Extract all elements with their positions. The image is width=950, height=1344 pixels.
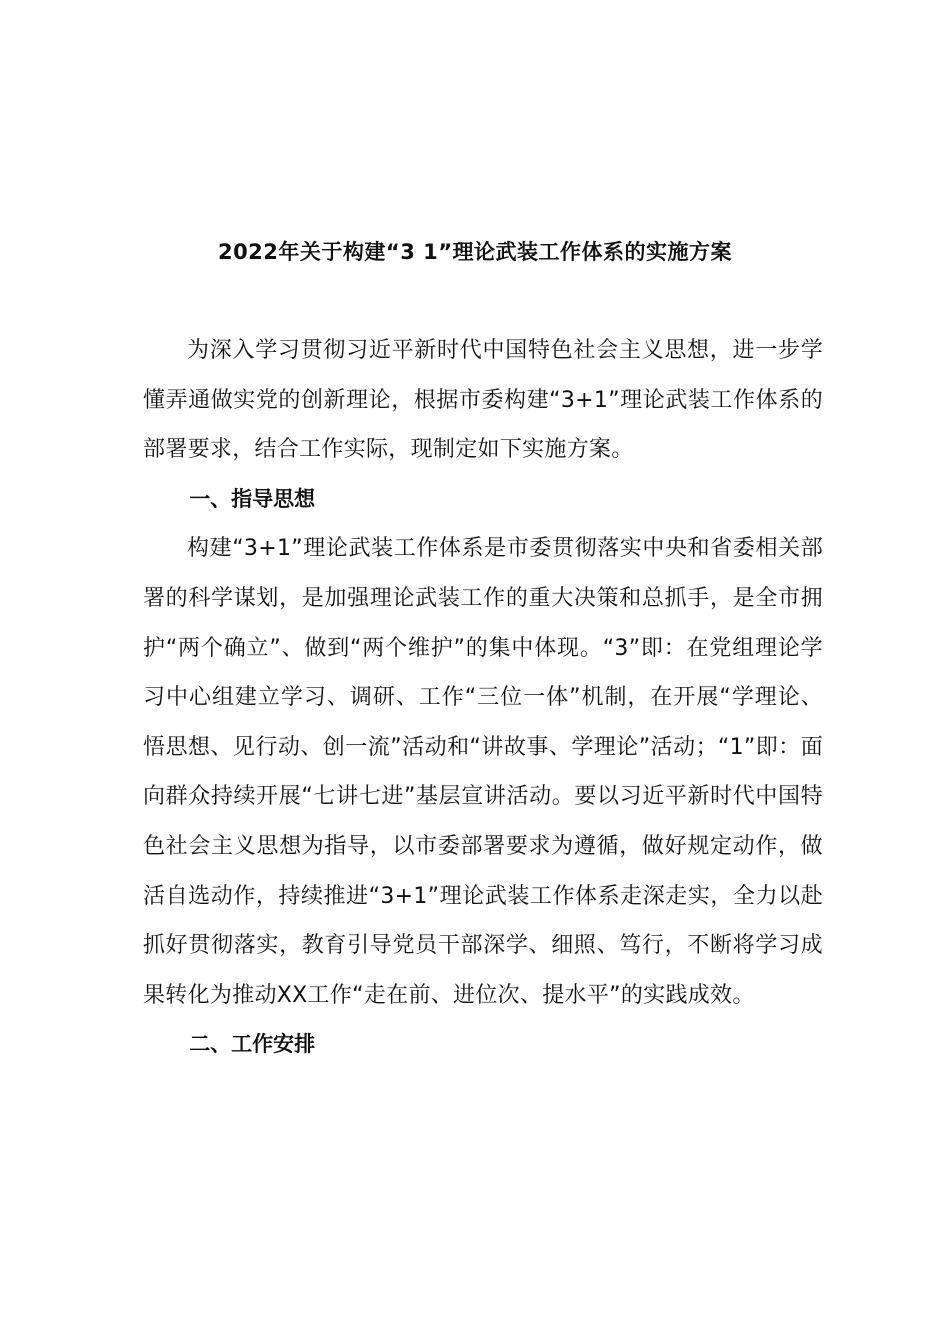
intro-paragraph: 为深入学习贯彻习近平新时代中国特色社会主义思想，进一步学懂弄通做实党的创新理论，根据市委构建“3+1”理论武装工作体系的部署要求，结合工作实际，现制定如下实施方案。	[143, 338, 823, 463]
guiding-ideology-paragraph: 构建“3+1”理论武装工作体系是市委贯彻落实中央和省委相关部署的科学谋划，是加强理论武装工作的重大决策和总抓手，是全市拥护“两个确立”、做到“两个维护”的集中体现。“3”即：在党组理论学习中心组建立学习、调研、工作“三位一体”机制，在开展“学理论、悟思想、见行动、创一流”活动和“讲故事、学理论”活动；“1”即：面向群众持续开展“七讲七进”基层宣讲活动。要以习近平新时代中国特色社会主义思想为指导，以市委部署要求为遵循，做好规定动作，做活自选动作，持续推进“3+1”理论武装工作体系走深走实，全力以赴抓好贯彻落实，教育引导党员干部深学、细照、笃行，不断将学习成果转化为推动XX工作“走在前、进位次、提水平”的实践成效。	[143, 536, 823, 1008]
section-heading-work-arrangement: 二、工作安排	[189, 1032, 316, 1057]
document-title: 2022年关于构建“3 1”理论武装工作体系的实施方案	[217, 240, 733, 264]
document-body	[143, 326, 823, 1070]
section-heading-guiding-ideology: 一、指导思想	[189, 486, 316, 511]
